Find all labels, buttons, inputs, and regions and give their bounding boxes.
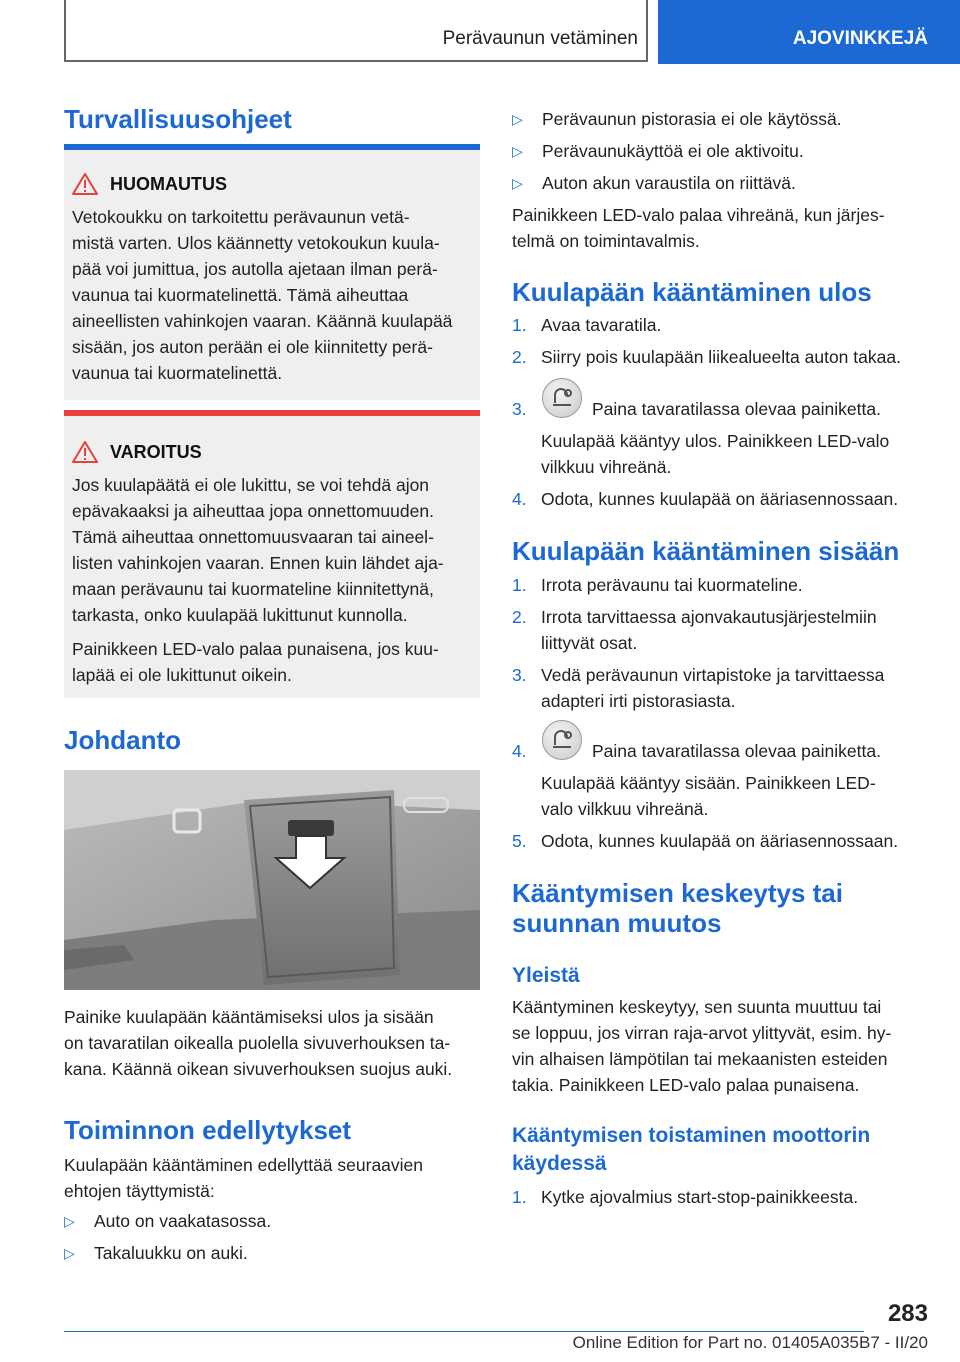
- repeat-title: Kääntymisen toistaminen moottorin käydessä: [512, 1124, 871, 1175]
- warning-triangle-icon: [72, 172, 98, 196]
- notice-line: sisään, jos auton perään ei ole kiinnitetty perä-: [72, 337, 433, 357]
- warning-text: [72, 472, 476, 628]
- footer-divider: [64, 1331, 864, 1332]
- warning-line: Jos kuulapäätä ei ole lukittu, se voi tehdä ajon: [72, 475, 430, 495]
- led-line: telmä on toimintavalmis.: [512, 231, 700, 251]
- footer-edition: Online Edition for Part no. 01405A035B7 - II/20: [572, 1333, 928, 1352]
- out-title: Kuulapään kääntäminen ulos: [512, 277, 872, 307]
- general-line: takia. Painikkeen LED-valo palaa punaisena.: [512, 1075, 860, 1095]
- warning-box: [64, 410, 480, 698]
- bullet-triangle-icon: ▷: [512, 143, 523, 159]
- notice-label: HUOMAUTUS: [110, 174, 227, 194]
- prereq-text: [64, 1152, 480, 1204]
- notice-line: vaunua tai kuormatelinettä.: [72, 363, 283, 383]
- in-step-4: 4. Paina tavaratilassa olevaa painiketta. Kuulapää kääntyy sisään. Painikkeen LED- valo vilkkuu vihreänä.: [512, 738, 928, 818]
- warning-bar: [64, 410, 480, 416]
- warning-line: listen vahinkojen vaaran. Ennen kuin lähdet aja-: [72, 553, 444, 573]
- general-line: vin alhaisen lämpötilan tai mekaanisten esteiden: [512, 1049, 888, 1069]
- intro-line: kana. Käännä oikean sivuverhouksen suojus auki.: [64, 1059, 453, 1079]
- page-number: 283: [887, 1300, 928, 1327]
- warning-line: Painikkeen LED-valo palaa punaisena, jos kuu-: [72, 639, 439, 659]
- safety-title: Turvallisuusohjeet: [64, 104, 292, 134]
- warning-line: epävakaaksi ja aiheuttaa jopa onnettomuuden.: [72, 501, 434, 521]
- general-line: se loppuu, jos virran raja-arvot ylittyvät, esim. hy-: [512, 1023, 892, 1043]
- warning-line: tarkasta, onko kuulapää lukittunut kunnolla.: [72, 605, 408, 625]
- prereq-line: ehtojen täyttymistä:: [64, 1181, 215, 1201]
- notice-line: pää voi jumittua, jos autolla ajetaan ilman perä-: [72, 259, 438, 279]
- intro-text: [64, 1004, 480, 1082]
- prereq-title: Toiminnon edellytykset: [64, 1115, 352, 1145]
- bullet-triangle-icon: ▷: [64, 1245, 75, 1261]
- notice-text: [72, 204, 476, 386]
- intro-title: Johdanto: [64, 725, 181, 755]
- warning-line: lapää ei ole lukittunut oikein.: [72, 665, 292, 685]
- bullet-triangle-icon: ▷: [512, 111, 523, 127]
- notice-line: aineellisten vahinkojen vaaran. Käännä kuulapää: [72, 311, 453, 331]
- warning-text-2: [72, 636, 476, 688]
- trunk-panel-photo: [64, 770, 480, 990]
- warning-line: maan perävaunu tai kuormateline kiinnitettynä,: [72, 579, 434, 599]
- interrupt-title: Kääntymisen keskeytys tai suunnan muutos: [512, 878, 843, 938]
- notice-line: vaunua tai kuormatelinettä. Tämä aiheuttaa: [72, 285, 409, 305]
- warning-line: Tämä aiheuttaa onnettomuusvaaran tai aineel-: [72, 527, 434, 547]
- warning-triangle-icon: [72, 440, 98, 464]
- intro-line: on tavaratilan oikealla puolella sivuverhouksen ta-: [64, 1033, 451, 1053]
- general-line: Kääntyminen keskeytyy, sen suunta muuttuu tai: [512, 997, 882, 1017]
- in-title: Kuulapään kääntäminen sisään: [512, 536, 900, 566]
- bullet-triangle-icon: ▷: [64, 1213, 75, 1229]
- notice-box: [64, 144, 480, 400]
- general-title: Yleistä: [512, 964, 580, 987]
- bullet-triangle-icon: ▷: [512, 175, 523, 191]
- header-chapter-tab[interactable]: AJOVINKKEJÄ: [658, 0, 960, 64]
- intro-line: Painike kuulapään kääntämiseksi ulos ja sisään: [64, 1007, 434, 1027]
- header-section-title: Perävaunun vetäminen: [442, 28, 638, 49]
- led-line: Painikkeen LED-valo palaa vihreänä, kun järjes-: [512, 205, 885, 225]
- prereq-line: Kuulapään kääntäminen edellyttää seuraavien: [64, 1155, 424, 1175]
- notice-bar: [64, 144, 480, 150]
- out-step-3: 3. Paina tavaratilassa olevaa painiketta. Kuulapää kääntyy ulos. Painikkeen LED-valo vilkkuu vihreänä.: [512, 396, 928, 476]
- trailer-hitch-button-icon: [542, 720, 582, 760]
- notice-line: mistä varten. Ulos käännetty vetokoukun kuula-: [72, 233, 440, 253]
- warning-label: VAROITUS: [110, 442, 202, 462]
- general-text: [512, 994, 928, 1098]
- notice-line: Vetokoukku on tarkoitettu perävaunun vetä-: [72, 207, 410, 227]
- trailer-hitch-button-icon: [542, 378, 582, 418]
- led-text: [512, 202, 928, 254]
